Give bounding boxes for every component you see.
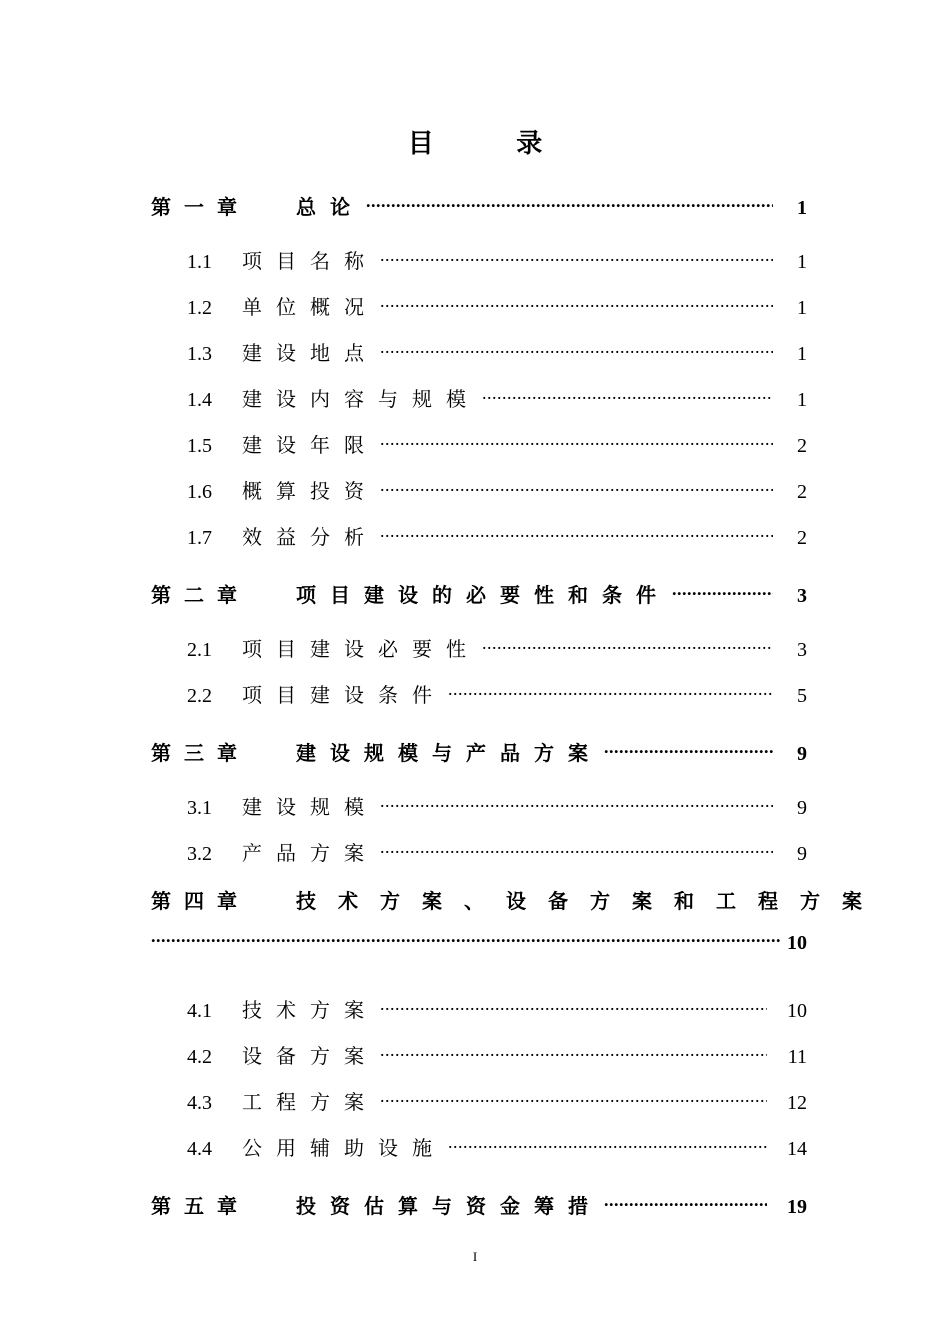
toc-section-2-1[interactable] (187, 626, 807, 661)
section-label: 工程方案 (242, 1092, 378, 1114)
page-number: 3 (797, 585, 807, 607)
toc-section-1-7[interactable] (187, 514, 807, 549)
dot-leader (482, 376, 773, 406)
footer-page-number: I (472, 1249, 478, 1264)
dot-leader (151, 919, 781, 949)
page-number: 1 (797, 197, 807, 219)
toc-chapter-2[interactable] (151, 572, 807, 607)
chapter-number: 第三章 (151, 743, 250, 765)
toc-section-1-3[interactable] (187, 330, 807, 365)
toc-chapter-5[interactable] (151, 1183, 807, 1218)
page-number: 1 (797, 389, 807, 411)
page-number: 1 (797, 251, 807, 273)
toc-section-3-1[interactable] (187, 784, 807, 819)
toc-section-1-2[interactable] (187, 284, 807, 319)
toc-chapter-1[interactable] (151, 184, 807, 219)
dot-leader (380, 1079, 767, 1109)
section-label: 项目建设条件 (242, 685, 446, 707)
page-number: 12 (787, 1092, 807, 1114)
dot-leader (380, 468, 773, 498)
chapter-label: 总论 (296, 197, 364, 219)
dot-leader (380, 830, 773, 860)
section-label: 项目建设必要性 (242, 639, 480, 661)
section-number: 4.3 (187, 1092, 212, 1114)
section-number: 4.1 (187, 1000, 212, 1022)
dot-leader (482, 626, 773, 656)
section-label: 单位概况 (242, 297, 378, 319)
toc-section-1-1[interactable] (187, 238, 807, 273)
section-number: 1.2 (187, 297, 212, 319)
chapter-label: 技术方案、设备方案和工程方案 (296, 891, 884, 913)
toc-section-2-2[interactable] (187, 672, 807, 707)
section-number: 3.1 (187, 797, 212, 819)
chapter-number: 第五章 (151, 1196, 250, 1218)
chapter-number: 第二章 (151, 585, 250, 607)
dot-leader (380, 784, 773, 814)
section-label: 项目名称 (242, 251, 378, 273)
section-label: 建设内容与规模 (242, 389, 480, 411)
toc-section-4-3[interactable] (187, 1079, 807, 1114)
toc-title: 目 录 (407, 129, 581, 158)
page-number: 3 (797, 639, 807, 661)
section-label: 产品方案 (242, 843, 378, 865)
section-number: 1.4 (187, 389, 212, 411)
section-number: 4.2 (187, 1046, 212, 1068)
section-label: 建设地点 (242, 343, 378, 365)
chapter-label: 投资估算与资金筹措 (296, 1196, 602, 1218)
section-label: 建设规模 (242, 797, 378, 819)
dot-leader (366, 184, 773, 214)
page-number: 10 (787, 1000, 807, 1022)
page-number: 14 (787, 1138, 807, 1160)
page-number: 10 (787, 932, 807, 954)
page-number: 5 (797, 685, 807, 707)
dot-leader (604, 730, 773, 760)
section-number: 1.1 (187, 251, 212, 273)
dot-leader (380, 238, 773, 268)
page-number: 1 (797, 343, 807, 365)
dot-leader (380, 1033, 767, 1063)
page-number: 9 (797, 797, 807, 819)
page-number: 2 (797, 481, 807, 503)
page-number: 2 (797, 435, 807, 457)
section-label: 技术方案 (242, 1000, 378, 1022)
toc-section-1-5[interactable] (187, 422, 807, 457)
toc-section-4-1[interactable] (187, 987, 807, 1022)
dot-leader (380, 330, 773, 360)
dot-leader (604, 1183, 767, 1213)
section-number: 1.3 (187, 343, 212, 365)
chapter-label: 建设规模与产品方案 (296, 743, 602, 765)
toc-section-4-4[interactable] (187, 1125, 807, 1160)
toc-chapter-4[interactable] (151, 887, 884, 954)
page-number: 2 (797, 527, 807, 549)
section-label: 设备方案 (242, 1046, 378, 1068)
section-number: 3.2 (187, 843, 212, 865)
dot-leader (380, 422, 773, 452)
toc-section-1-4[interactable] (187, 376, 807, 411)
section-number: 4.4 (187, 1138, 212, 1160)
section-number: 1.5 (187, 435, 212, 457)
section-label: 效益分析 (242, 527, 378, 549)
section-number: 1.6 (187, 481, 212, 503)
section-number: 1.7 (187, 527, 212, 549)
page-number: 19 (787, 1196, 807, 1218)
dot-leader (448, 1125, 767, 1155)
chapter-number: 第一章 (151, 197, 250, 219)
chapter-label: 项目建设的必要性和条件 (296, 585, 670, 607)
page-number: 9 (797, 743, 807, 765)
section-label: 概算投资 (242, 481, 378, 503)
dot-leader (672, 572, 773, 602)
section-number: 2.1 (187, 639, 212, 661)
chapter-number: 第四章 (151, 891, 250, 913)
section-label: 建设年限 (242, 435, 378, 457)
dot-leader (448, 672, 773, 702)
page-number: 1 (797, 297, 807, 319)
page-number: 9 (797, 843, 807, 865)
page-number: 11 (787, 1046, 807, 1068)
section-label: 公用辅助设施 (242, 1138, 446, 1160)
section-number: 2.2 (187, 685, 212, 707)
dot-leader (380, 284, 773, 314)
toc-section-3-2[interactable] (187, 830, 807, 865)
toc-chapter-3[interactable] (151, 730, 807, 765)
dot-leader (380, 514, 773, 544)
dot-leader (380, 987, 767, 1017)
toc-section-4-2[interactable] (187, 1033, 807, 1068)
toc-section-1-6[interactable] (187, 468, 807, 503)
